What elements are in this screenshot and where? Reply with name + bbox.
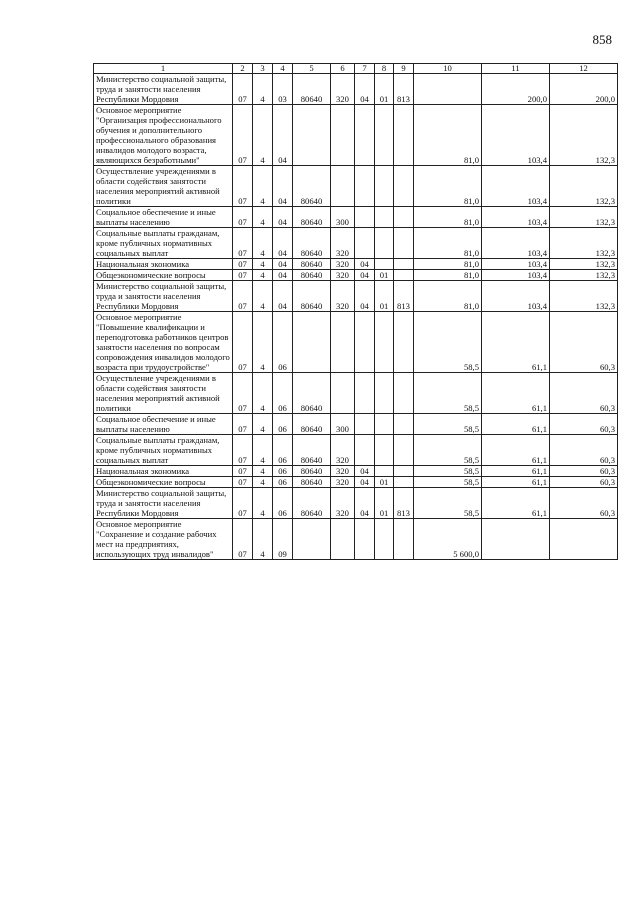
column-header: 10	[414, 64, 482, 74]
amount-col-12: 132,3	[550, 105, 618, 166]
code-col-7: 04	[355, 281, 375, 312]
code-col-6	[331, 519, 355, 560]
row-name: Осуществление учреждениями в области содействия занятости населения мероприятий активной политики	[94, 166, 233, 207]
code-col-6	[331, 105, 355, 166]
code-col-9	[394, 373, 414, 414]
code-col-7: 04	[355, 74, 375, 105]
code-col-9: 813	[394, 74, 414, 105]
row-name: Социальные выплаты гражданам, кроме публичных нормативных социальных выплат	[94, 435, 233, 466]
code-col-3: 4	[253, 228, 273, 259]
code-col-6: 300	[331, 414, 355, 435]
column-header: 6	[331, 64, 355, 74]
code-col-3: 4	[253, 435, 273, 466]
amount-col-12: 60,3	[550, 414, 618, 435]
amount-col-11: 103,4	[482, 105, 550, 166]
code-col-4: 06	[273, 312, 293, 373]
amount-col-12: 60,3	[550, 373, 618, 414]
code-col-7	[355, 207, 375, 228]
code-col-2: 07	[233, 488, 253, 519]
amount-col-12: 60,3	[550, 488, 618, 519]
code-col-2: 07	[233, 228, 253, 259]
table-row	[94, 312, 618, 373]
column-header: 2	[233, 64, 253, 74]
row-name: Национальная экономика	[94, 466, 233, 477]
code-col-9	[394, 466, 414, 477]
code-col-4: 06	[273, 414, 293, 435]
table-row	[94, 488, 618, 519]
code-col-6: 320	[331, 259, 355, 270]
code-col-3: 4	[253, 270, 273, 281]
code-col-6: 320	[331, 477, 355, 488]
row-name: Общеэкономические вопросы	[94, 477, 233, 488]
code-col-9	[394, 270, 414, 281]
amount-col-11: 61,1	[482, 477, 550, 488]
code-col-3: 4	[253, 519, 273, 560]
code-col-5: 80640	[293, 488, 331, 519]
amount-col-10: 58,5	[414, 488, 482, 519]
amount-col-11: 61,1	[482, 488, 550, 519]
row-name: Основное мероприятие "Сохранение и создание рабочих мест на предприятиях, использующих труд инвалидов"	[94, 519, 233, 560]
code-col-2: 07	[233, 435, 253, 466]
code-col-8	[375, 435, 394, 466]
row-name: Основное мероприятие "Организация профессионального обучения и дополнительного профессионального образования инвалидов молодого возраста, являющихся безработными"	[94, 105, 233, 166]
code-col-3: 4	[253, 488, 273, 519]
code-col-9	[394, 259, 414, 270]
code-col-2: 07	[233, 105, 253, 166]
amount-col-11: 103,4	[482, 207, 550, 228]
amount-col-11: 61,1	[482, 312, 550, 373]
amount-col-10: 5 600,0	[414, 519, 482, 560]
code-col-8: 01	[375, 270, 394, 281]
amount-col-11: 61,1	[482, 466, 550, 477]
code-col-5	[293, 519, 331, 560]
code-col-2: 07	[233, 74, 253, 105]
amount-col-10: 81,0	[414, 228, 482, 259]
amount-col-12: 60,3	[550, 477, 618, 488]
code-col-5: 80640	[293, 435, 331, 466]
code-col-7	[355, 435, 375, 466]
table-row	[94, 281, 618, 312]
amount-col-11: 61,1	[482, 414, 550, 435]
amount-col-10: 81,0	[414, 105, 482, 166]
code-col-5: 80640	[293, 259, 331, 270]
code-col-4: 06	[273, 373, 293, 414]
code-col-9: 813	[394, 488, 414, 519]
amount-col-12: 132,3	[550, 166, 618, 207]
amount-col-10: 58,5	[414, 414, 482, 435]
table-row	[94, 373, 618, 414]
column-header: 9	[394, 64, 414, 74]
row-name: Осуществление учреждениями в области содействия занятости населения мероприятий активной политики	[94, 373, 233, 414]
column-header: 3	[253, 64, 273, 74]
code-col-9	[394, 166, 414, 207]
code-col-9	[394, 477, 414, 488]
code-col-9	[394, 312, 414, 373]
code-col-8: 01	[375, 488, 394, 519]
code-col-9	[394, 207, 414, 228]
table-row	[94, 414, 618, 435]
code-col-6	[331, 373, 355, 414]
code-col-2: 07	[233, 166, 253, 207]
row-name: Основное мероприятие "Повышение квалификации и переподготовка работников центров занятости населения по вопросам сопровождения инвалидов молодого возраста при трудоустройстве"	[94, 312, 233, 373]
code-col-4: 04	[273, 270, 293, 281]
code-col-8	[375, 312, 394, 373]
code-col-9: 813	[394, 281, 414, 312]
table-row	[94, 519, 618, 560]
table-row	[94, 74, 618, 105]
code-col-2: 07	[233, 270, 253, 281]
code-col-2: 07	[233, 477, 253, 488]
row-name: Общеэкономические вопросы	[94, 270, 233, 281]
code-col-4: 04	[273, 166, 293, 207]
code-col-4: 03	[273, 74, 293, 105]
amount-col-11: 103,4	[482, 281, 550, 312]
code-col-5: 80640	[293, 74, 331, 105]
code-col-8: 01	[375, 281, 394, 312]
row-name: Министерство социальной защиты, труда и занятости населения Республики Мордовия	[94, 74, 233, 105]
amount-col-10: 81,0	[414, 166, 482, 207]
amount-col-12: 60,3	[550, 466, 618, 477]
amount-col-11: 103,4	[482, 228, 550, 259]
table-row	[94, 105, 618, 166]
code-col-3: 4	[253, 477, 273, 488]
row-name: Социальное обеспечение и иные выплаты населению	[94, 414, 233, 435]
amount-col-12: 132,3	[550, 207, 618, 228]
code-col-6: 320	[331, 270, 355, 281]
code-col-5: 80640	[293, 466, 331, 477]
code-col-4: 04	[273, 281, 293, 312]
column-header: 1	[94, 64, 233, 74]
page-number: 858	[592, 32, 612, 47]
row-name: Министерство социальной защиты, труда и занятости населения Республики Мордовия	[94, 488, 233, 519]
table-header-row	[94, 64, 618, 74]
code-col-7	[355, 105, 375, 166]
code-col-7: 04	[355, 466, 375, 477]
amount-col-12	[550, 519, 618, 560]
amount-col-10: 58,5	[414, 466, 482, 477]
code-col-7: 04	[355, 270, 375, 281]
amount-col-10: 81,0	[414, 281, 482, 312]
table-row	[94, 259, 618, 270]
code-col-2: 07	[233, 281, 253, 312]
row-name: Социальные выплаты гражданам, кроме публичных нормативных социальных выплат	[94, 228, 233, 259]
code-col-7: 04	[355, 477, 375, 488]
code-col-5: 80640	[293, 281, 331, 312]
table-row	[94, 207, 618, 228]
amount-col-11: 103,4	[482, 270, 550, 281]
code-col-3: 4	[253, 166, 273, 207]
code-col-6: 320	[331, 228, 355, 259]
amount-col-11: 103,4	[482, 166, 550, 207]
code-col-3: 4	[253, 207, 273, 228]
code-col-5: 80640	[293, 166, 331, 207]
code-col-8	[375, 466, 394, 477]
code-col-4: 04	[273, 228, 293, 259]
table-row	[94, 166, 618, 207]
code-col-8: 01	[375, 477, 394, 488]
code-col-7	[355, 414, 375, 435]
code-col-9	[394, 414, 414, 435]
code-col-3: 4	[253, 74, 273, 105]
code-col-4: 06	[273, 435, 293, 466]
amount-col-10: 58,5	[414, 477, 482, 488]
amount-col-11: 61,1	[482, 373, 550, 414]
code-col-3: 4	[253, 312, 273, 373]
amount-col-11	[482, 519, 550, 560]
table-body	[94, 74, 618, 560]
row-name: Социальное обеспечение и иные выплаты населению	[94, 207, 233, 228]
column-header: 8	[375, 64, 394, 74]
code-col-8	[375, 414, 394, 435]
code-col-7: 04	[355, 259, 375, 270]
code-col-5	[293, 312, 331, 373]
code-col-3: 4	[253, 281, 273, 312]
code-col-7	[355, 228, 375, 259]
code-col-4: 06	[273, 488, 293, 519]
code-col-5: 80640	[293, 207, 331, 228]
table-row	[94, 270, 618, 281]
code-col-4: 09	[273, 519, 293, 560]
row-name: Министерство социальной защиты, труда и занятости населения Республики Мордовия	[94, 281, 233, 312]
code-col-6: 320	[331, 488, 355, 519]
code-col-9	[394, 228, 414, 259]
column-header: 4	[273, 64, 293, 74]
code-col-3: 4	[253, 373, 273, 414]
code-col-2: 07	[233, 414, 253, 435]
code-col-2: 07	[233, 373, 253, 414]
amount-col-10	[414, 74, 482, 105]
amount-col-10: 81,0	[414, 207, 482, 228]
code-col-2: 07	[233, 312, 253, 373]
amount-col-12: 132,3	[550, 228, 618, 259]
amount-col-12: 132,3	[550, 259, 618, 270]
code-col-8: 01	[375, 74, 394, 105]
code-col-5: 80640	[293, 414, 331, 435]
code-col-2: 07	[233, 519, 253, 560]
code-col-6: 320	[331, 281, 355, 312]
column-header: 11	[482, 64, 550, 74]
code-col-5: 80640	[293, 477, 331, 488]
code-col-8	[375, 259, 394, 270]
row-name: Национальная экономика	[94, 259, 233, 270]
code-col-5: 80640	[293, 373, 331, 414]
code-col-5: 80640	[293, 228, 331, 259]
code-col-8	[375, 519, 394, 560]
code-col-3: 4	[253, 466, 273, 477]
column-header: 5	[293, 64, 331, 74]
code-col-7	[355, 373, 375, 414]
code-col-8	[375, 373, 394, 414]
code-col-2: 07	[233, 259, 253, 270]
code-col-4: 06	[273, 477, 293, 488]
table-row	[94, 466, 618, 477]
code-col-6: 320	[331, 466, 355, 477]
code-col-6	[331, 312, 355, 373]
code-col-6	[331, 166, 355, 207]
table-row	[94, 477, 618, 488]
code-col-7	[355, 312, 375, 373]
code-col-4: 04	[273, 259, 293, 270]
code-col-6: 320	[331, 74, 355, 105]
code-col-7: 04	[355, 488, 375, 519]
code-col-4: 06	[273, 466, 293, 477]
code-col-9	[394, 519, 414, 560]
code-col-4: 04	[273, 105, 293, 166]
code-col-7	[355, 519, 375, 560]
code-col-7	[355, 166, 375, 207]
code-col-9	[394, 105, 414, 166]
amount-col-10: 58,5	[414, 312, 482, 373]
amount-col-11: 200,0	[482, 74, 550, 105]
amount-col-12: 200,0	[550, 74, 618, 105]
amount-col-10: 58,5	[414, 435, 482, 466]
code-col-4: 04	[273, 207, 293, 228]
code-col-9	[394, 435, 414, 466]
amount-col-11: 103,4	[482, 259, 550, 270]
code-col-8	[375, 105, 394, 166]
code-col-6: 320	[331, 435, 355, 466]
code-col-3: 4	[253, 414, 273, 435]
code-col-8	[375, 228, 394, 259]
column-header: 12	[550, 64, 618, 74]
code-col-5: 80640	[293, 270, 331, 281]
code-col-2: 07	[233, 466, 253, 477]
amount-col-10: 81,0	[414, 259, 482, 270]
code-col-5	[293, 105, 331, 166]
code-col-6: 300	[331, 207, 355, 228]
code-col-3: 4	[253, 259, 273, 270]
amount-col-10: 58,5	[414, 373, 482, 414]
code-col-2: 07	[233, 207, 253, 228]
table-row	[94, 228, 618, 259]
amount-col-12: 132,3	[550, 270, 618, 281]
code-col-3: 4	[253, 105, 273, 166]
column-header: 7	[355, 64, 375, 74]
amount-col-12: 132,3	[550, 281, 618, 312]
code-col-8	[375, 166, 394, 207]
amount-col-11: 61,1	[482, 435, 550, 466]
budget-table	[93, 63, 618, 560]
code-col-8	[375, 207, 394, 228]
amount-col-10: 81,0	[414, 270, 482, 281]
table-row	[94, 435, 618, 466]
amount-col-12: 60,3	[550, 312, 618, 373]
amount-col-12: 60,3	[550, 435, 618, 466]
